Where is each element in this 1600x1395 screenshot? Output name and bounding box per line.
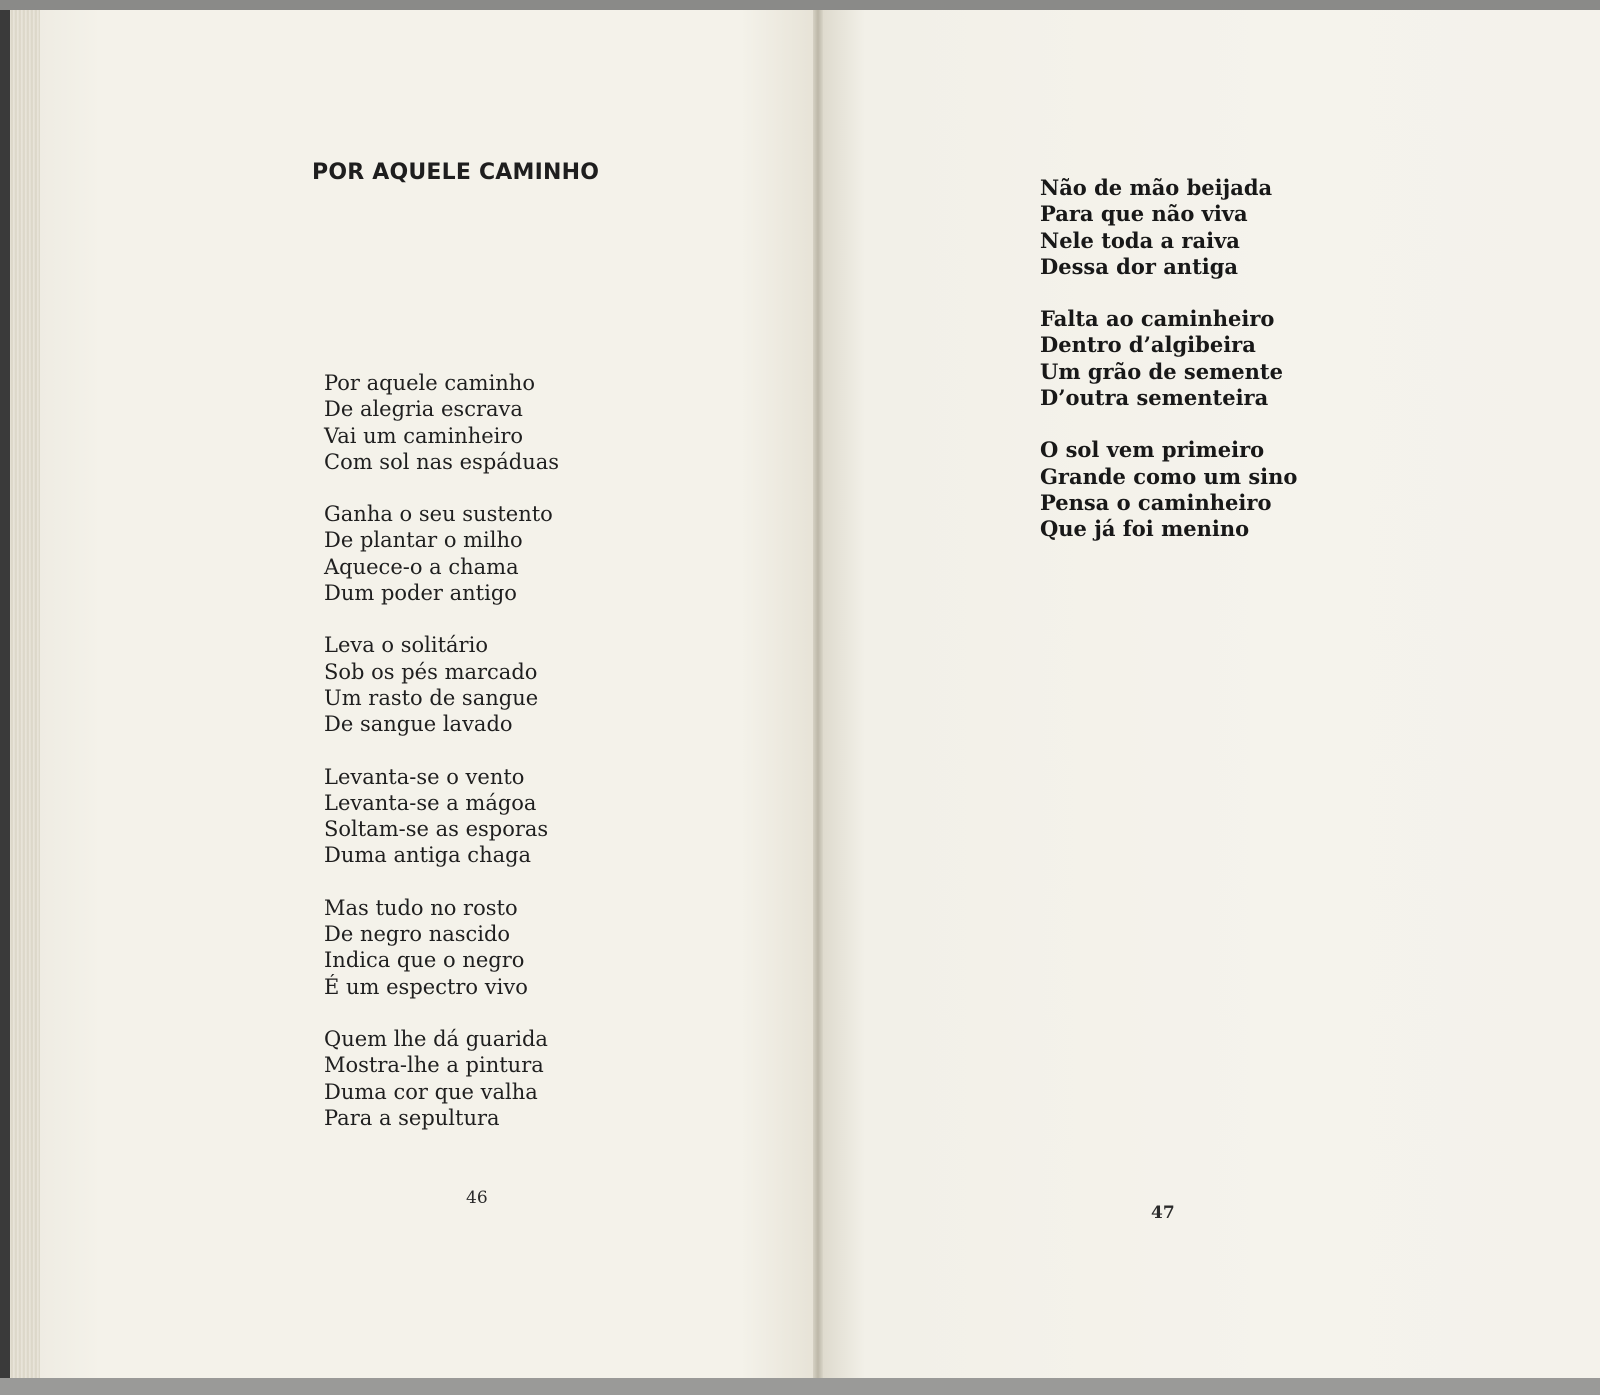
stanza	[324, 632, 559, 737]
stanza	[324, 764, 559, 869]
poem-line: Nele toda a raiva	[1040, 227, 1240, 253]
poem-line: De sangue lavado	[324, 712, 513, 737]
poem-line: Grande como um sino	[1040, 463, 1298, 489]
poem-line: Quem lhe dá guarida	[324, 1026, 548, 1051]
poem-line: O sol vem primeiro	[1040, 437, 1265, 463]
stanza	[324, 501, 559, 606]
page-number-right: 47	[1151, 1203, 1175, 1223]
poem-line: Mas tudo no rosto	[324, 895, 518, 920]
poem-line: Um grão de semente	[1040, 358, 1283, 384]
poem-title: POR AQUELE CAMINHO	[312, 160, 600, 185]
poem-line: Que já foi menino	[1040, 516, 1250, 542]
poem-line: Dum poder antigo	[324, 581, 517, 606]
poem-line: Levanta-se a mágoa	[324, 790, 537, 815]
poem-line: Sob os pés marcado	[324, 659, 538, 684]
poem-line: Um rasto de sangue	[324, 685, 539, 710]
poem-line: Dessa dor antiga	[1040, 253, 1239, 279]
poem-line: De plantar o milho	[324, 528, 523, 553]
poem-line: Leva o solitário	[324, 633, 488, 658]
poem-line: Soltam-se as esporas	[324, 817, 549, 842]
poem-line: Dentro d’algibeira	[1040, 332, 1256, 358]
poem-line: Vai um caminheiro	[324, 423, 524, 448]
poem-line: Para que não viva	[1040, 201, 1248, 227]
stanza	[324, 370, 559, 475]
page-edges	[0, 10, 40, 1385]
poem-line: Ganha o seu sustento	[324, 502, 553, 527]
stanza	[324, 1026, 559, 1131]
poem-line: Não de mão beijada	[1040, 175, 1273, 200]
poem-line: De alegria escrava	[324, 397, 523, 422]
poem-line: Aquece-o a chama	[324, 554, 519, 579]
poem-line: Duma cor que valha	[324, 1079, 538, 1104]
poem-line: Falta ao caminheiro	[1040, 306, 1275, 332]
poem-line: Pensa o caminheiro	[1040, 489, 1272, 515]
poem-line: Com sol nas espáduas	[324, 449, 560, 474]
poem-line: Para a sepultura	[324, 1105, 500, 1130]
book-gutter	[813, 10, 823, 1385]
poem-left-body	[324, 370, 559, 1157]
poem-line: Levanta-se o vento	[324, 764, 525, 789]
poem-line: Duma antiga chaga	[324, 843, 532, 868]
poem-line: Por aquele caminho	[324, 371, 535, 395]
page-number-left: 46	[466, 1188, 488, 1208]
poem-line: Mostra-lhe a pintura	[324, 1053, 544, 1078]
poem-line: Indica que o negro	[324, 948, 525, 973]
poem-line: De negro nascido	[324, 922, 511, 947]
poem-right-body	[1040, 175, 1297, 569]
scan-background-strip	[0, 1378, 1600, 1395]
poem-line: D’outra sementeira	[1040, 385, 1269, 411]
stanza	[1040, 306, 1297, 411]
stanza	[1040, 437, 1297, 542]
stanza	[1040, 175, 1297, 280]
stanza	[324, 895, 559, 1000]
poem-line: É um espectro vivo	[324, 974, 528, 999]
